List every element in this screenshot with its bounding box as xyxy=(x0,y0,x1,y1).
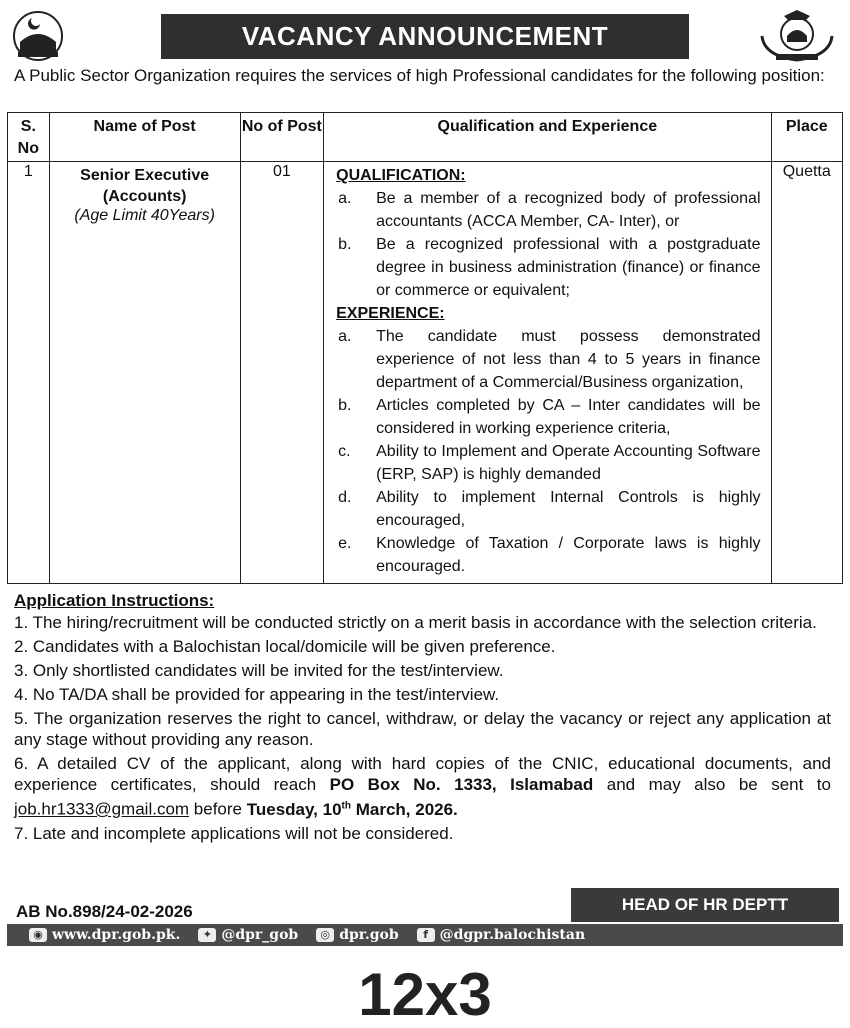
list-item-text: Ability to implement Internal Controls is highly encouraged, xyxy=(376,489,761,529)
row-place: Quetta xyxy=(771,162,842,584)
instructions-heading: Application Instructions: xyxy=(14,591,215,610)
table-row xyxy=(8,162,843,584)
instruction-item-6 xyxy=(14,753,831,820)
list-item xyxy=(336,233,760,302)
footer-facebook[interactable] xyxy=(417,927,585,943)
list-item-letter: d. xyxy=(338,489,352,506)
deadline-sup: th xyxy=(341,800,351,811)
gob-emblem-icon xyxy=(756,6,838,64)
list-item-text: The candidate must possess demonstrated experience of not less than 4 to 5 years in finance department of a Commercial/Business organization, xyxy=(376,328,761,391)
row-no-of-post: 01 xyxy=(240,162,323,584)
page-title: VACANCY ANNOUNCEMENT xyxy=(161,14,689,59)
list-item xyxy=(336,440,760,486)
instruction-item: 4. No TA/DA shall be provided for appearing in the test/interview. xyxy=(14,685,500,704)
list-item-letter: a. xyxy=(338,190,352,207)
instruction-item: 3. Only shortlisted candidates will be invited for the test/interview. xyxy=(14,661,504,680)
instruction-item: 5. The organization reserves the right to cancel, withdraw, or delay the vacancy or reject any application at any stage without providing any reason. xyxy=(14,709,831,749)
instagram-icon: ◎ xyxy=(316,928,334,942)
experience-heading: EXPERIENCE: xyxy=(336,305,445,322)
list-item-text: Be a recognized professional with a postgraduate degree in business administration (finance) or finance or commerce or equivalent; xyxy=(376,236,761,299)
deadline xyxy=(247,800,458,819)
experience-list xyxy=(336,325,760,578)
footer-website[interactable] xyxy=(29,927,180,943)
list-item-text: Ability to Implement and Operate Accounting Software (ERP, SAP) is highly demanded xyxy=(376,443,761,483)
instruction-6-part2: and may also be sent to xyxy=(593,775,831,794)
ad-size: 12x3 xyxy=(358,961,492,1028)
postal-address: PO Box No. 1333, Islamabad xyxy=(329,775,594,794)
list-item-letter: b. xyxy=(338,397,352,414)
list-item-letter: e. xyxy=(338,535,352,552)
list-item-letter: c. xyxy=(338,443,351,460)
list-item-text: Knowledge of Taxation / Corporate laws is highly encouraged. xyxy=(376,535,761,575)
deadline-day: Tuesday, 10 xyxy=(246,799,342,819)
vacancy-table xyxy=(7,112,843,584)
col-post-name: Name of Post xyxy=(49,113,240,162)
col-qualification: Qualification and Experience xyxy=(324,113,771,162)
deadline-rest: March, 2026. xyxy=(351,799,458,819)
signatory-box: HEAD OF HR DEPTT xyxy=(571,888,839,922)
list-item xyxy=(336,532,760,578)
instruction-item: 2. Candidates with a Balochistan local/domicile will be given preference. xyxy=(14,637,556,656)
list-item xyxy=(336,325,760,394)
row-qualification xyxy=(324,162,771,584)
footer-bar xyxy=(7,924,843,946)
list-item xyxy=(336,486,760,532)
footer-twitter[interactable] xyxy=(198,927,298,943)
globe-icon: ◉ xyxy=(29,928,47,942)
col-no-of-post: No of Post xyxy=(240,113,323,162)
row-post xyxy=(49,162,240,584)
post-name: Senior Executive (Accounts) xyxy=(80,167,210,205)
instructions-list xyxy=(14,612,831,750)
ab-number: AB No.898/24-02-2026 xyxy=(16,902,193,921)
email-link[interactable]: job.hr1333@gmail.com xyxy=(14,799,190,819)
balochistan-emblem-icon xyxy=(10,8,66,62)
age-limit: (Age Limit 40Years) xyxy=(74,207,215,224)
col-sno: S. No xyxy=(8,113,50,162)
twitter-icon: ✦ xyxy=(198,928,216,942)
col-place: Place xyxy=(771,113,842,162)
list-item-letter: b. xyxy=(338,236,352,253)
instagram-text: dpr.gob xyxy=(339,927,399,943)
list-item-text: Articles completed by CA – Inter candidates will be considered in working experience criteria, xyxy=(376,397,761,437)
table-header-row xyxy=(8,113,843,162)
qualification-list xyxy=(336,187,760,302)
list-item-text: Be a member of a recognized body of professional accountants (ACCA Member, CA- Inter), or xyxy=(376,190,761,230)
list-item xyxy=(336,187,760,233)
instruction-item-7: 7. Late and incomplete applications will not be considered. xyxy=(14,823,454,843)
list-item xyxy=(336,394,760,440)
facebook-text: @dgpr.balochistan xyxy=(439,927,586,943)
row-sno: 1 xyxy=(8,162,50,584)
instruction-6-part3: before xyxy=(189,799,247,819)
instruction-6-part1: 6. A detailed CV of the applicant, along with hard copies of the CNIC, educational documents, and experience certificates, should reach xyxy=(14,754,831,794)
facebook-icon: f xyxy=(417,928,435,942)
twitter-text: @dpr_gob xyxy=(221,927,299,943)
instruction-item: 1. The hiring/recruitment will be conducted strictly on a merit basis in accordance with the selection criteria. xyxy=(14,613,817,632)
intro-text: A Public Sector Organization requires the services of high Professional candidates for the following position: xyxy=(14,66,825,85)
header xyxy=(0,0,850,64)
application-instructions xyxy=(14,590,831,847)
list-item-letter: a. xyxy=(338,328,352,345)
qualification-heading: QUALIFICATION: xyxy=(336,167,466,184)
footer-instagram[interactable] xyxy=(316,927,398,943)
website-text: www.dpr.gob.pk. xyxy=(52,927,181,943)
